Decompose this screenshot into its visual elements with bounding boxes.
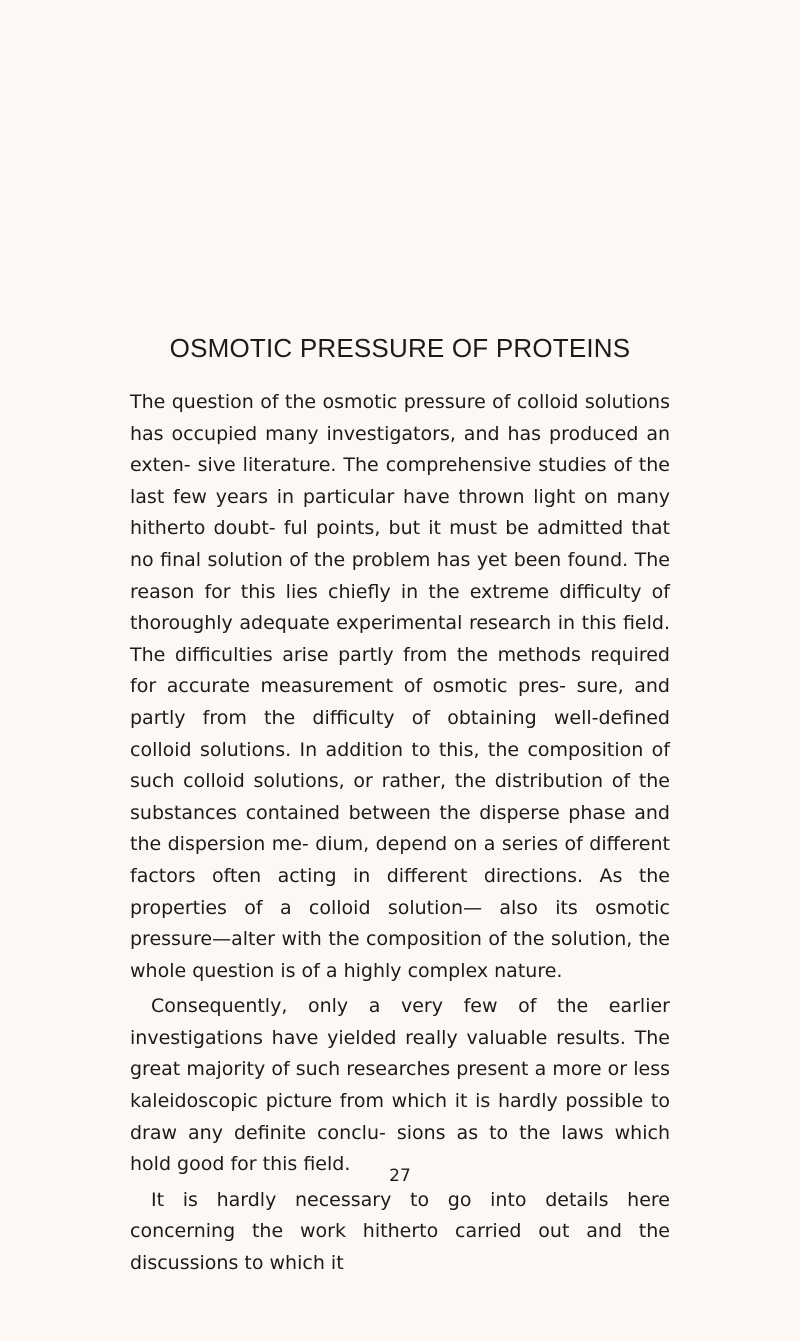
paragraph-1: The question of the osmotic pressure of colloid solutions has occupied many investigators, and has produced an exten- sive literature. The comprehensive studies of the last few years in particular have thrown light on many hitherto doubt- ful points, but it must be admitted that no final solution of the problem has yet been found. The reason for this lies chiefly in the extreme difficulty of thoroughly adequate experimental research in this field. The difficulties arise partly from the methods required for accurate measurement of osmotic pres- sure, and partly from the difficulty of obtaining well-defined colloid solutions. In addition to this, the composition of such colloid solutions, or rather, the distribution of the substances contained between the disperse phase and the dispersion me- dium, depend on a series of different factors often acting in different directions. As the properties of a colloid solution— also its osmotic pressure—alter with the composition of the solution, the whole question is of a highly complex nature. xyxy=(130,391,670,982)
paragraph-3: It is hardly necessary to go into details here concerning the work hitherto carried out and the discussions to which it xyxy=(130,1188,670,1275)
page-number: 27 xyxy=(389,1166,411,1186)
body-text xyxy=(130,387,670,1284)
chapter-title: OSMOTIC PRESSURE OF PROTEINS xyxy=(169,333,631,363)
paragraph-2: Consequently, only a very few of the earlier investigations have yielded really valuable results. The great majority of such researches present a more or less kaleidoscopic picture from which it is hardly possible to draw any definite conclu- sions as to the laws which hold good for this field. xyxy=(130,995,670,1176)
